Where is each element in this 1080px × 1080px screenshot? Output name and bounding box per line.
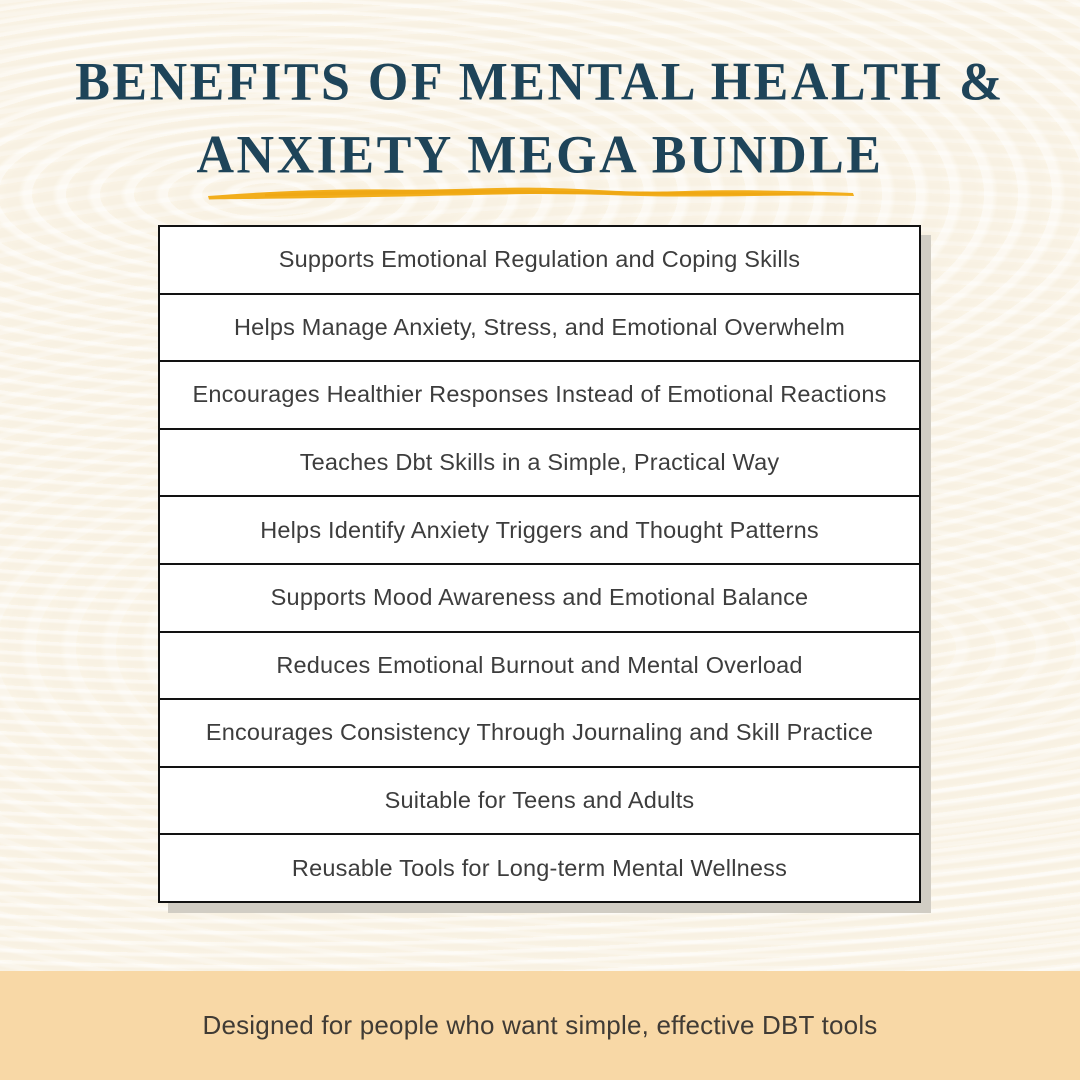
page-title [0,46,1080,192]
benefit-label: Reduces Emotional Burnout and Mental Overload [276,651,803,678]
benefit-label: Teaches Dbt Skills in a Simple, Practical Way [299,449,780,476]
benefit-label: Supports Mood Awareness and Emotional Balance [270,584,809,611]
page-title-line2: ANXIETY MEGA BUNDLE [196,125,884,186]
table-row [160,766,919,834]
page-title-line1: BENEFITS OF MENTAL HEALTH & [75,52,1005,113]
benefits-table [158,225,921,903]
table-row [160,631,919,699]
footer-tagline: Designed for people who want simple, effective DBT tools [202,1010,878,1040]
benefit-label: Encourages Healthier Responses Instead of Emotional Reactions [192,381,887,408]
table-row [160,428,919,496]
benefit-label: Helps Manage Anxiety, Stress, and Emotional Overwhelm [234,313,845,340]
benefit-label: Encourages Consistency Through Journaling and Skill Practice [205,719,874,746]
benefit-label: Helps Identify Anxiety Triggers and Thought Patterns [260,516,819,543]
footer-banner [0,971,1080,1080]
table-row [160,495,919,563]
table-row [160,360,919,428]
table-row [160,227,919,293]
benefit-label: Suitable for Teens and Adults [384,787,695,814]
table-row [160,563,919,631]
brush-underline-accent [205,181,860,207]
table-row [160,698,919,766]
benefit-label: Reusable Tools for Long-term Mental Wellness [291,854,788,881]
table-row [160,833,919,901]
table-row [160,293,919,361]
benefit-label: Supports Emotional Regulation and Coping Skills [278,246,801,273]
